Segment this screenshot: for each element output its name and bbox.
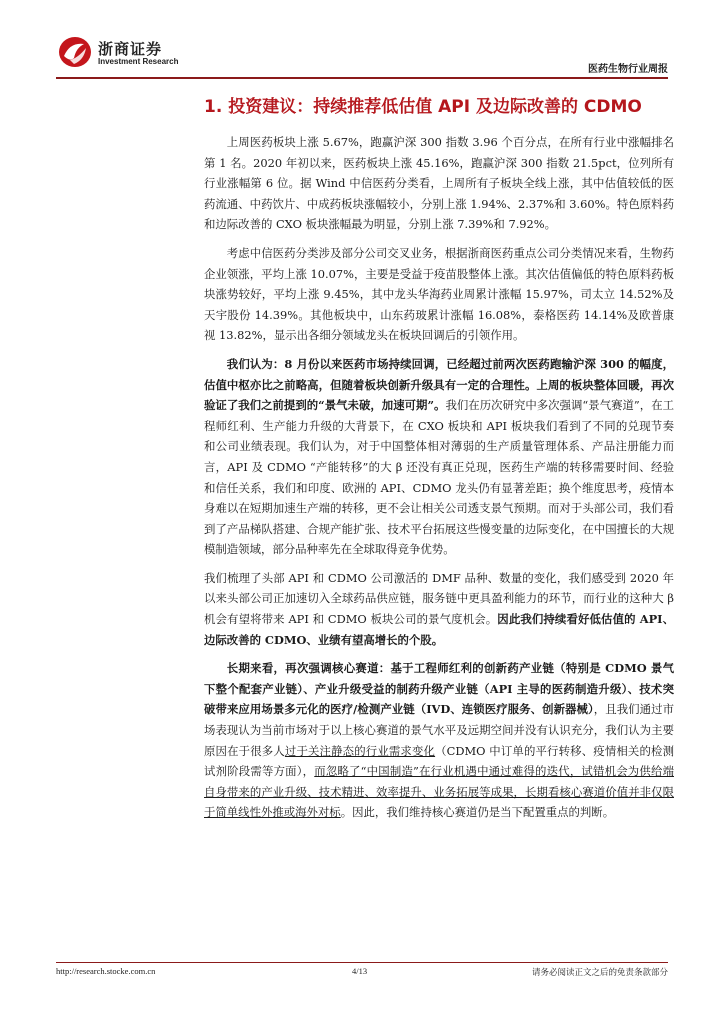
section-title: 1. 投资建议：持续推荐低估值 API 及边际改善的 CDMO bbox=[204, 97, 642, 117]
footer-url: http://research.stocke.com.cn bbox=[56, 966, 156, 976]
our-view-text: 我们在历次研究中多次强调“景气赛道”，在工程师红利、生产能力升级的大背景下，在 CXO 板块和 API 板块我们看到了不同的兑现节奏和公司业绩表现。我们认为，对于中国整体相对薄弱的生产质量管理体系、产品注册能力而言，API 及 CDMO “产能转移”的大 β 还没有真正兑现，医药生产端的转移需要时间、经验和信任关系，我们和印度、欧洲的 API、CDMO 龙头仍有显著差距；换个维度思考，疫情本身难以在短期加速生产端的转移，更不会让相关公司透支景气预期。而对于头部公司，我们看到了产品梯队搭建、合规产能扩张、技术平台拓展这些慢变量的边际变化，在中国擅长的大规模制造领域，部分品种率先在全球取得竞争优势。 bbox=[204, 398, 674, 557]
paragraph-our-view bbox=[204, 354, 674, 560]
report-type: 医药生物行业周报 bbox=[588, 64, 668, 75]
page-number: 4/13 bbox=[352, 966, 368, 976]
core-track-bold: 长期来看，再次强调核心赛道：基于工程师红利的创新药产业链（特别是 CDMO 景气下整个配套产业链）、产业升级受益的制药升级产业链（API 主导的医药制造升级）、技术突破带来应用场景多元化的医疗/检测产业链（IVD、连锁医疗服务、创新器械） bbox=[204, 661, 674, 717]
company-name-en: Investment Research bbox=[98, 57, 179, 66]
main-content bbox=[204, 132, 674, 831]
dmf-text: 我们梳理了头部 API 和 CDMO 公司激活的 DMF 品种、数量的变化，我们感受到 2020 年以来头部公司正加速切入全球药品供应链，服务链中更具盈利能力的环节，而行业的这种大 β 机会有望将带来 API 和 CDMO 板块公司的景气度机会。 bbox=[204, 570, 674, 627]
recommendation-bold: 因此我们持续看好低估值的 API、边际改善的 CDMO、业绩有望高增长的个股。 bbox=[204, 612, 674, 647]
footer-divider bbox=[56, 962, 668, 963]
underlined-phrase-2: 而忽略了“中国制造”在行业机遇中通过难得的迭代，试错机会为供给端自身带来的产业升级、技术精进、效率提升、业务拓展等成果，长期看核心赛道价值并非仅限于简单线性外推或海外对标 bbox=[204, 764, 674, 820]
long-term-text-b: （CDMO 中订单的平行转移、疫情相关的检测试剂阶段需等方面）， bbox=[204, 743, 674, 779]
underlined-phrase-1: 过于关注静态的行业需求变化 bbox=[284, 743, 436, 758]
page-header bbox=[0, 0, 724, 80]
header-divider bbox=[56, 77, 668, 79]
our-view-bold: 我们认为：8 月份以来医药市场持续回调，已经超过前两次医药跑输沪深 300 的幅度，估值中枢亦比之前略高，但随着板块创新升级具有一定的合理性。上周的板块整体回暖，再次验证了我们之前提到的“景气未破，加速可期”。 bbox=[204, 356, 674, 413]
company-name: 浙商证券 bbox=[98, 40, 163, 58]
paragraph-sector-detail: 考虑中信医药分类涉及部分公司交叉业务，根据浙商医药重点公司分类情况来看，生物药企业领涨，平均上涨 10.07%，主要是受益于疫苗股整体上涨。其次估值偏低的特色原料药板块涨势较好，平均上涨 9.45%，其中龙头华海药业周累计涨幅 15.97%，司太立 14.52%及天宇股份 14.39%。其他板块中，山东药玻累计涨幅 16.08%，泰格医药 14.14%及欧普康视 13.82%，显示出各细分领域龙头在板块回调后的引领作用。 bbox=[204, 245, 674, 343]
company-logo-icon bbox=[58, 36, 92, 68]
paragraph-long-term bbox=[204, 658, 674, 823]
paragraph-dmf-analysis bbox=[204, 568, 674, 650]
long-term-text-a: ，且我们通过市场表现认为当前市场对于以上核心赛道的景气水平及远期空间并没有认识充分，我们认为主要原因在于很多人 bbox=[204, 702, 674, 758]
paragraph-market-summary: 上周医药板块上涨 5.67%，跑赢沪深 300 指数 3.96 个百分点，在所有行业中涨幅排名第 1 名。2020 年初以来，医药板块上涨 45.16%，跑赢沪深 300 指数 21.5pct，位列所有行业涨幅第 6 位。据 Wind 中信医药分类看，上周所有子板块全线上涨，其中估值较低的医药流通、中药饮片、中成药板块涨幅较小，分别上涨 1.94%、2.37%和 3.60%。特色原料药和边际改善的 CXO 板块涨幅最为明显，分别上涨 7.39%和 7.92%。 bbox=[204, 135, 674, 232]
disclaimer-note: 请务必阅读正文之后的免责条款部分 bbox=[531, 968, 668, 978]
long-term-text-c: 。因此，我们维持核心赛道仍是当下配置重点的判断。 bbox=[340, 805, 615, 820]
